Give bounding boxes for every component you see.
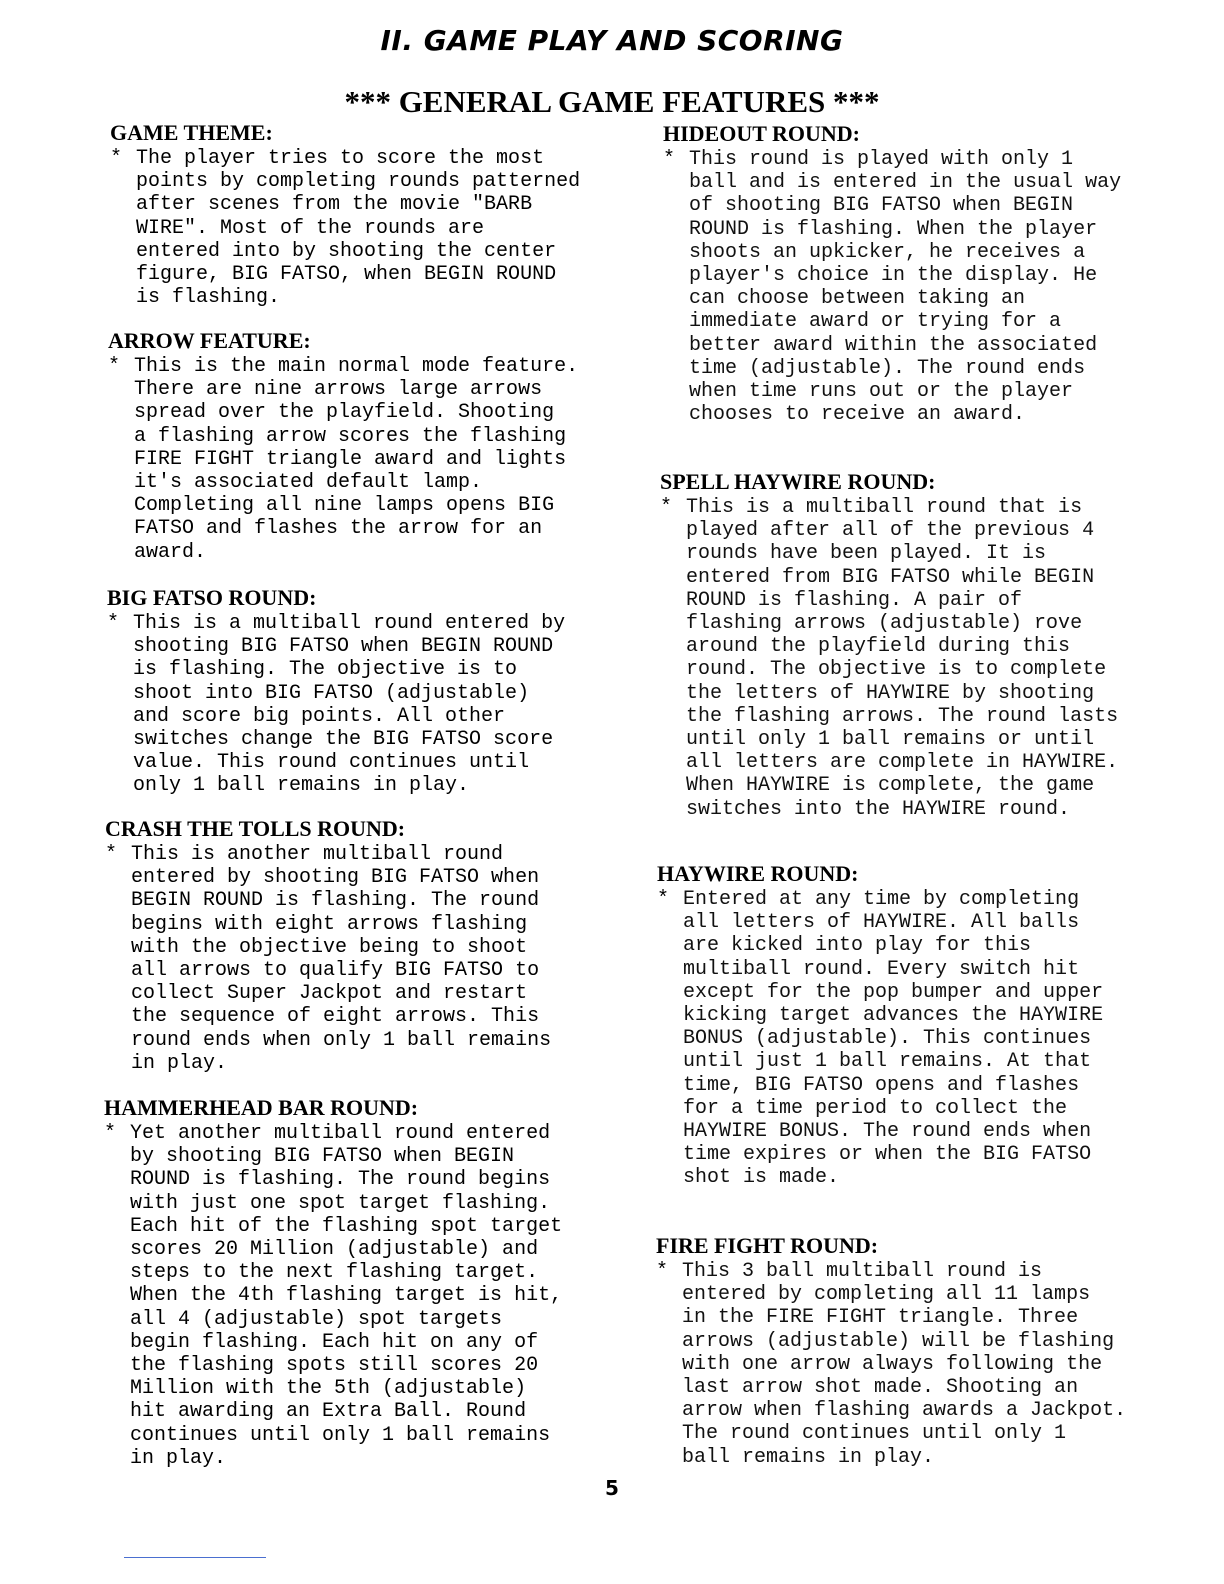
section-heading: BIG FATSO ROUND: <box>107 585 317 610</box>
section-heading: SPELL HAYWIRE ROUND: <box>660 469 936 494</box>
section-heading: FIRE FIGHT ROUND: <box>656 1233 879 1258</box>
section-body: This round is played with only 1 ball and is entered in the usual way of shooting BIG FATSO when BEGIN ROUND is flashing. When the player shoots an upkicker, he receives a player's choice in the display. He can choose between taking an immediate award or trying for a better award within the associated time (adjustable). The round ends when time runs out or the player chooses to receive an award. <box>689 148 1122 427</box>
section-heading: ARROW FEATURE: <box>108 328 311 353</box>
section-body: Entered at any time by completing all letters of HAYWIRE. All balls are kicked into play for this multiball round. Every switch hit except for the pop bumper and upper kicking target advances the HAYWIRE BONUS (adjustable). This continues until just 1 ball remains. At that time, BIG FATSO opens and flashes for a time period to collect the HAYWIRE BONUS. The round ends when time expires or when the BIG FATSO shot is made. <box>683 888 1104 1190</box>
bullet-icon: * <box>110 147 123 170</box>
section-body: This is a multiball round entered by shooting BIG FATSO when BEGIN ROUND is flashing. The objective is to shoot into BIG FATSO (adjustable) and score big points. All other switches change the BIG FATSO score value. This round continues until only 1 ball remains in play. <box>133 612 566 798</box>
section-hideout-round <box>663 121 1121 426</box>
bullet-icon: * <box>107 612 120 635</box>
section-heading: CRASH THE TOLLS ROUND: <box>105 816 406 841</box>
section-heading: HAYWIRE ROUND: <box>657 861 859 886</box>
section-body: The player tries to score the most points by completing rounds patterned after scenes from the movie "BARB WIRE". Most of the rounds are entered into by shooting the center figure, BIG FATSO, when BEGIN ROUND is flashing. <box>136 147 581 310</box>
section-heading: HAMMERHEAD BAR ROUND: <box>104 1095 419 1120</box>
scan-edge-line <box>124 1557 266 1558</box>
section-crash-the-tolls-round <box>105 816 551 1075</box>
section-big-fatso-round <box>107 585 565 798</box>
bullet-icon: * <box>663 148 676 171</box>
section-game-theme <box>110 120 580 309</box>
section-body: This is another multiball round entered by shooting BIG FATSO when BEGIN ROUND is flashing. The round begins with eight arrows flashing with the objective being to shoot all arrows to qualify BIG FATSO to collect Super Jackpot and restart the sequence of eight arrows. This round ends when only 1 ball remains in play. <box>131 843 552 1075</box>
bullet-icon: * <box>105 843 118 866</box>
section-haywire-round <box>657 861 1103 1190</box>
section-hammerhead-bar-round <box>104 1095 562 1470</box>
section-body: This is a multiball round that is played after all of the previous 4 rounds have been played. It is entered from BIG FATSO while BEGIN ROUND is flashing. A pair of flashing arrows (adjustable) rove around the playfield during this round. The objective is to complete the letters of HAYWIRE by shooting the flashing arrows. The round lasts until only 1 ball remains or until all letters are complete in HAYWIRE. When HAYWIRE is complete, the game switches into the HAYWIRE round. <box>686 496 1119 821</box>
section-body: Yet another multiball round entered by shooting BIG FATSO when BEGIN ROUND is flashing. The round begins with just one spot target flashing. Each hit of the flashing spot target scores 20 Million (adjustable) and steps to the next flashing target. When the 4th flashing target is hit, all 4 (adjustable) spot targets begin flashing. Each hit on any of the flashing spots still scores 20 Million with the 5th (adjustable) hit awarding an Extra Ball. Round continues until only 1 ball remains in play. <box>130 1122 563 1470</box>
section-heading: HIDEOUT ROUND: <box>663 121 861 146</box>
bullet-icon: * <box>108 355 121 378</box>
page-number: 5 <box>605 1476 619 1500</box>
bullet-icon: * <box>660 496 673 519</box>
section-body: This is the main normal mode feature. There are nine arrows large arrows spread over the playfield. Shooting a flashing arrow scores the flashing FIRE FIGHT triangle award and lights it's associated default lamp. Completing all nine lamps opens BIG FATSO and flashes the arrow for an award. <box>134 355 579 564</box>
page-title: II. GAME PLAY AND SCORING <box>380 24 844 57</box>
section-fire-fight-round <box>656 1233 1126 1469</box>
bullet-icon: * <box>656 1260 669 1283</box>
section-arrow-feature <box>108 328 578 564</box>
section-heading: GAME THEME: <box>110 120 273 145</box>
section-spell-haywire-round <box>660 469 1118 821</box>
bullet-icon: * <box>104 1122 117 1145</box>
section-body: This 3 ball multiball round is entered by completing all 11 lamps in the FIRE FIGHT triangle. Three arrows (adjustable) will be flashing with one arrow always following the last arrow shot made. Shooting an arrow when flashing awards a Jackpot. The round continues until only 1 ball remains in play. <box>682 1260 1127 1469</box>
section-title: *** GENERAL GAME FEATURES *** <box>344 84 880 119</box>
bullet-icon: * <box>657 888 670 911</box>
